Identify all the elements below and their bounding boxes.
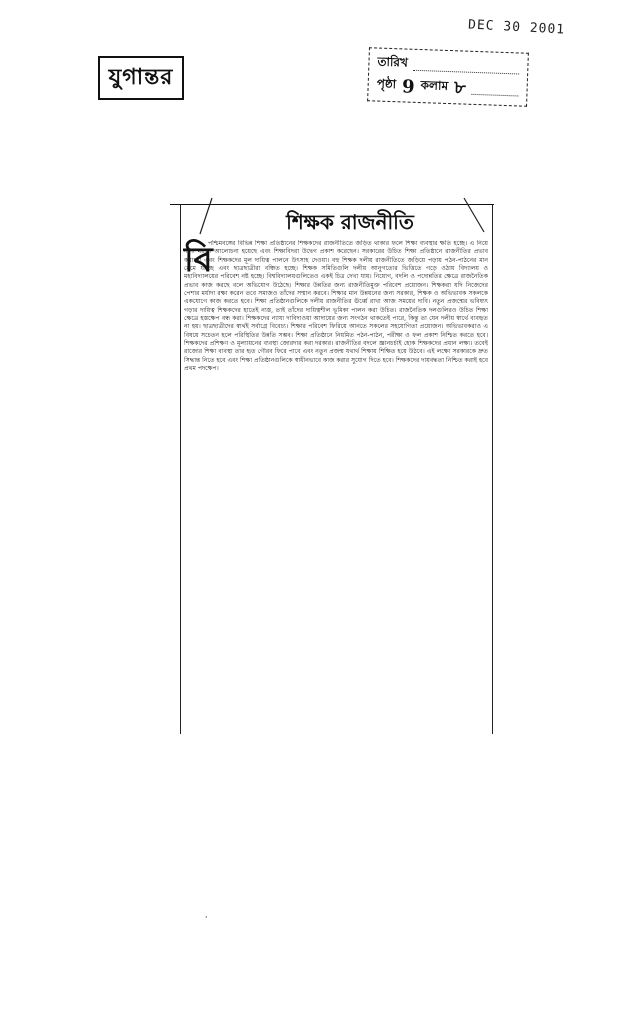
clipping-stamp: [367, 47, 529, 107]
stamp-date-blank: [414, 59, 520, 74]
received-date-stamp: DEC 30 2001: [467, 17, 566, 38]
clipping-right-rule: [492, 204, 493, 734]
newspaper-masthead: যুগান্তর: [108, 63, 174, 90]
stamp-date-label: তারিখ: [377, 54, 409, 70]
article-body-text: পশ্চিমবঙ্গের বিভিন্ন শিক্ষা প্রতিষ্ঠানের শিক্ষকদের রাজনীতিতে জড়িত থাকার ফলে শিক্ষা ব্যবস্থার ক্ষতি হচ্ছে। এ নিয়ে নানা মহলে আলোচনা হয়েছে এবং শিক্ষাবিদরা উদ্বেগ প্রকাশ করেছেন। সরকারের উচিত শিক্ষা প্রতিষ্ঠানে রাজনীতির প্রভাব কমানো এবং শিক্ষকদের মূল দায়িত্ব পালনে উৎসাহ দেওয়া। বহু শিক্ষক দলীয় রাজনীতিতে জড়িয়ে পড়ায় পঠন-পাঠনের মান নেমে যাচ্ছে এবং ছাত্রছাত্রীরা বঞ্চিত হচ্ছে। শিক্ষক সমিতিগুলি দলীয় আনুগত্যের ভিত্তিতে গড়ে ওঠায় বিদ্যালয় ও মহাবিদ্যালয়ের পরিবেশ নষ্ট হচ্ছে। বিশ্ববিদ্যালয়গুলিতেও একই চিত্র দেখা যায়। নিয়োগ, বদলি ও পদোন্নতির ক্ষেত্রে রাজনৈতিক প্রভাব কাজ করছে বলে অভিযোগ উঠেছে। শিক্ষার উন্নতির জন্য রাজনীতিমুক্ত পরিবেশ প্রয়োজন। শিক্ষকরা যদি নিজেদের পেশার মর্যাদা রক্ষা করেন তবে সমাজও তাঁদের সম্মান করবে। শিক্ষার মান উন্নয়নের জন্য সরকার, শিক্ষক ও অভিভাবক সকলকে একযোগে কাজ করতে হবে। শিক্ষা প্রতিষ্ঠানগুলিকে দলীয় রাজনীতির ঊর্ধ্বে রাখা আজ সময়ের দাবি। নতুন প্রজন্মের ভবিষ্যৎ গড়ার দায়িত্ব শিক্ষকদের হাতেই ন্যস্ত, তাই তাঁদের দায়িত্বশীল ভূমিকা পালন করা উচিত। রাজনৈতিক দলগুলিরও উচিত শিক্ষা ক্ষেত্রে হস্তক্ষেপ বন্ধ করা। শিক্ষকদের ন্যায্য দাবিদাওয়া আদায়ের জন্য সংগঠন থাকতেই পারে, কিন্তু তা যেন দলীয় স্বার্থে ব্যবহৃত না হয়। ছাত্রছাত্রীদের স্বার্থই সর্বাগ্রে বিবেচ্য। শিক্ষার পরিবেশ ফিরিয়ে আনতে সকলের সহযোগিতা প্রয়োজন। অভিভাবকরাও এ বিষয়ে সচেতন হলে পরিস্থিতির উন্নতি সম্ভব। শিক্ষা প্রতিষ্ঠানে নিয়মিত পঠন-পাঠন, পরীক্ষা ও ফল প্রকাশ নিশ্চিত করতে হবে। শিক্ষকদের প্রশিক্ষণ ও মূল্যায়নের ব্যবস্থা জোরদার করা দরকার। রাজনীতির বদলে জ্ঞানচর্চাই হোক শিক্ষকদের প্রধান লক্ষ্য। তবেই রাজ্যের শিক্ষা ব্যবস্থা তার হৃত গৌরব ফিরে পাবে এবং নতুন প্রজন্ম যথার্থ শিক্ষায় শিক্ষিত হয়ে উঠবে। এই লক্ষ্যে সরকারকে দ্রুত সিদ্ধান্ত নিতে হবে এবং শিক্ষা প্রতিষ্ঠানগুলিকে স্বাধীনভাবে কাজ করার সুযোগ দিতে হবে। শিক্ষকদের দায়বদ্ধতা নিশ্চিত করাই হবে প্রথম পদক্ষেপ।: [184, 240, 488, 373]
clipping-left-rule: [180, 204, 181, 734]
newspaper-masthead-box: [98, 56, 184, 100]
article-body: [184, 240, 488, 730]
scissor-cut-mark-right: [462, 196, 486, 236]
stamp-column-blank: [472, 83, 519, 96]
clipping-top-rule: [170, 204, 494, 205]
newspaper-clipping: [170, 196, 496, 740]
stamp-column-value: ৮: [453, 76, 467, 99]
scissor-cut-mark-left: [196, 196, 216, 236]
stamp-page-row: [376, 75, 519, 102]
stamp-page-label: পৃষ্ঠা: [376, 76, 397, 92]
scan-speck: ,: [205, 910, 208, 919]
article-drop-cap: বি: [184, 240, 213, 280]
stamp-column-label: কলাম: [420, 78, 449, 94]
stamp-page-value: 9: [401, 75, 415, 98]
article-headline: শিক্ষক রাজনীতি: [286, 210, 414, 234]
